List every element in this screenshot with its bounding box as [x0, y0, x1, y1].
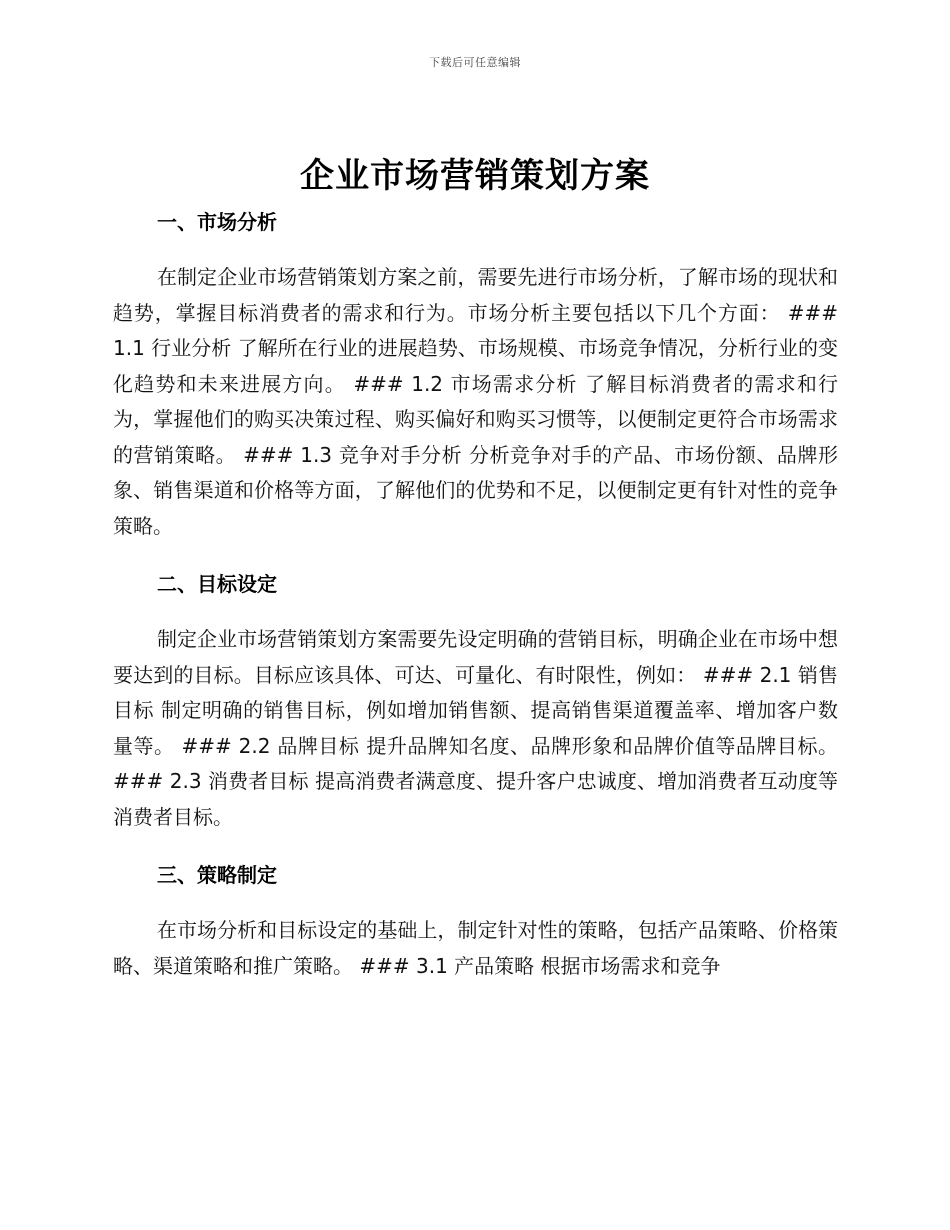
document-body — [113, 206, 838, 984]
document-title: 企业市场营销策划方案 — [300, 156, 650, 196]
section-heading-market-analysis: 一、市场分析 — [157, 210, 277, 234]
header-watermark: 下载后可任意编辑 — [429, 56, 521, 69]
section-heading-goal-setting: 二、目标设定 — [157, 572, 277, 596]
section-heading-strategy: 三、策略制定 — [157, 863, 277, 887]
section-paragraph-market-analysis: 在制定企业市场营销策划方案之前，需要先进行市场分析，了解市场的现状和趋势，掌握目标消费者的需求和行为。市场分析主要包括以下几个方面： ### 1.1 行业分析 了解所在行业的进展趋势、市场规模、市场竞争情况，分析行业的变化趋势和未来进展方向。 ### 1.2 市场需求分析 了解目标消费者的需求和行为，掌握他们的购买决策过程、购买偏好和购买习惯等，以便制定更符合市场需求的营销策略。 ### 1.3 竞争对手分析 分析竞争对手的产品、市场份额、品牌形象、销售渠道和价格等方面，了解他们的优势和不足，以便制定更有针对性的竞争策略。 — [113, 265, 838, 538]
section-paragraph-strategy: 在市场分析和目标设定的基础上，制定针对性的策略，包括产品策略、价格策略、渠道策略和推广策略。 ### 3.1 产品策略 根据市场需求和竞争 — [113, 918, 838, 978]
section-paragraph-goal-setting: 制定企业市场营销策划方案需要先设定明确的营销目标，明确企业在市场中想要达到的目标。目标应该具体、可达、可量化、有时限性，例如： ### 2.1 销售目标 制定明确的销售目标，例如增加销售额、提高销售渠道覆盖率、增加客户数量等。 ### 2.2 品牌目标 提升品牌知名度、品牌形象和品牌价值等品牌目标。 ### 2.3 消费者目标 提高消费者满意度、提升客户忠诚度、增加消费者互动度等消费者目标。 — [113, 627, 838, 829]
